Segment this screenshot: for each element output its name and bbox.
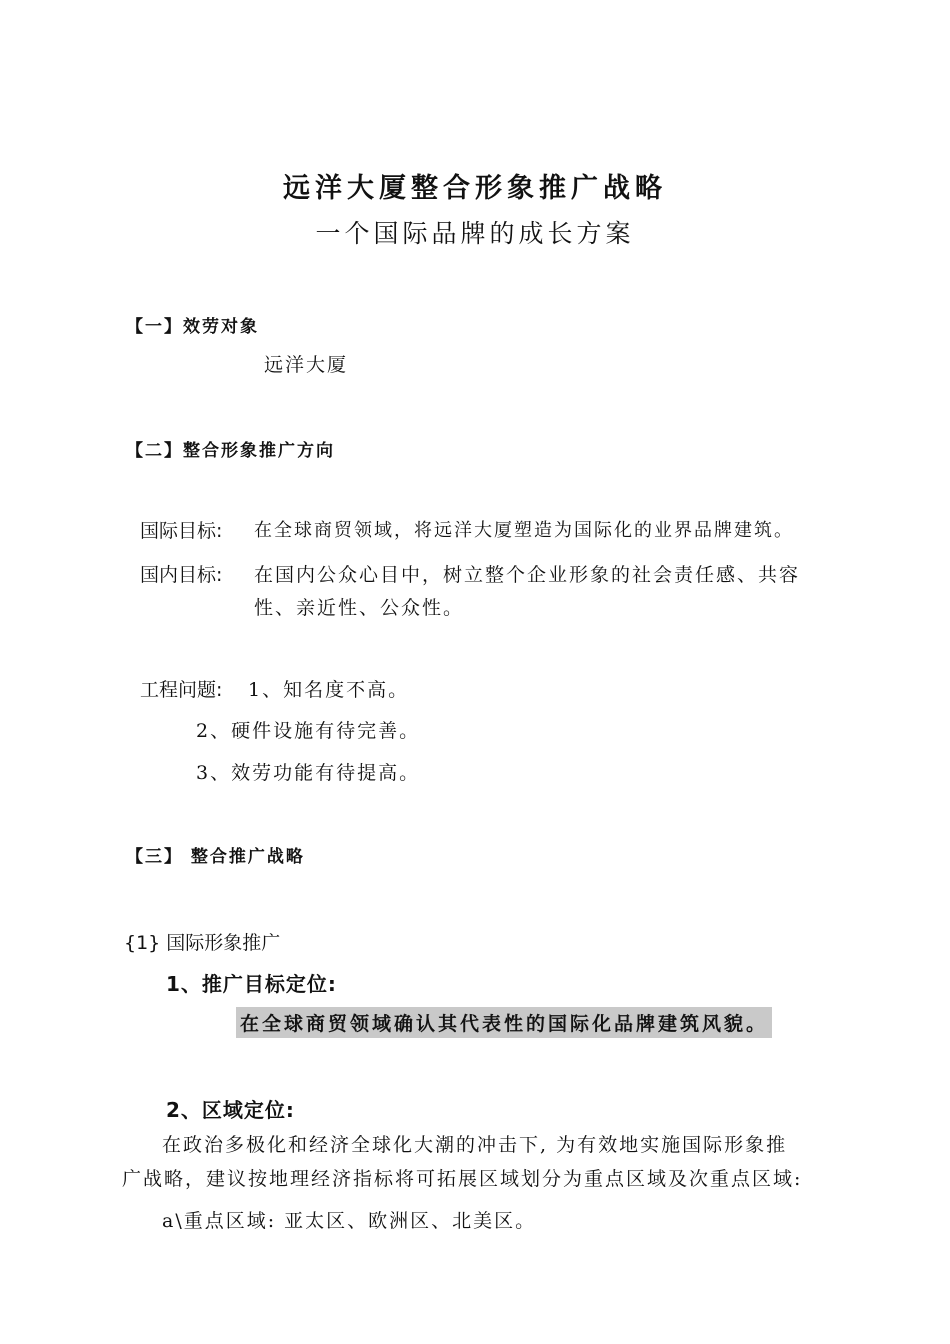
- domestic-goal-text-line-2: 性、亲近性、公众性。: [254, 597, 465, 619]
- section-3-heading: 【三】 整合推广战略: [126, 847, 305, 867]
- item-1-title: 1、推广目标定位:: [166, 972, 337, 996]
- international-goal-label: 国际目标:: [140, 520, 223, 542]
- project-issue-2: 2、硬件设施有待完善。: [196, 720, 421, 742]
- paragraph-line-1: 在政治多极化和经济全球化大潮的冲击下, 为有效地实施国际形象推: [162, 1134, 788, 1156]
- region-a: a\重点区域: 亚太区、欧洲区、北美区。: [162, 1210, 537, 1232]
- project-issue-1: 1、知名度不高。: [248, 679, 410, 701]
- domestic-goal-text-line-1: 在国内公众心目中，树立整个企业形象的社会责任感、共容: [254, 564, 801, 586]
- document-subtitle: 一个国际品牌的成长方案: [315, 219, 635, 248]
- item-2-title: 2、区域定位:: [166, 1098, 295, 1122]
- subsection-1-heading: {1} 国际形象推广: [124, 932, 281, 954]
- project-issue-3: 3、效劳功能有待提高。: [196, 762, 421, 784]
- project-issues-label: 工程问题:: [140, 679, 223, 701]
- domestic-goal-label: 国内目标:: [140, 564, 223, 586]
- section-1-heading: 【一】效劳对象: [126, 317, 259, 337]
- document-title: 远洋大厦整合形象推广战略: [283, 173, 667, 204]
- item-1-highlight: 在全球商贸领域确认其代表性的国际化品牌建筑风貌。: [236, 1007, 772, 1038]
- section-1-content: 远洋大厦: [264, 354, 349, 376]
- section-2-heading: 【二】整合形象推广方向: [126, 441, 335, 461]
- paragraph-line-2: 广战略，建议按地理经济指标将可拓展区域划分为重点区域及次重点区域:: [122, 1168, 803, 1190]
- international-goal-text: 在全球商贸领域，将远洋大厦塑造为国际化的业界品牌建筑。: [254, 520, 794, 541]
